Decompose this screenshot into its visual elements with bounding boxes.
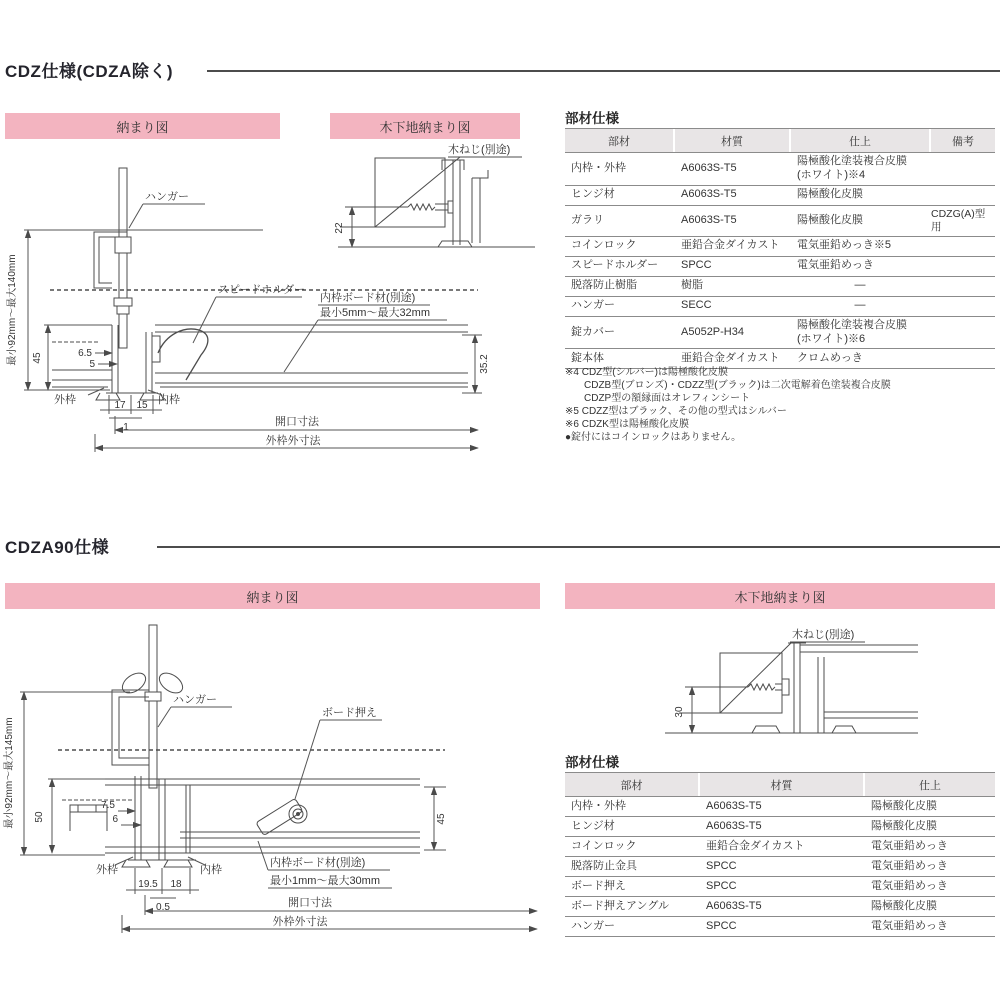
label-opening-dim: 開口寸法 bbox=[288, 897, 332, 909]
table-row bbox=[565, 206, 995, 237]
table-cell: 内枠・外枠 bbox=[571, 799, 626, 812]
dim-15: 15 bbox=[136, 400, 148, 411]
label-speed-holder: スピードホルダー bbox=[218, 284, 306, 296]
note-line: ※5 CDZZ型はブラック、その他の型式はシルバー bbox=[565, 406, 787, 417]
table-cell: ― bbox=[854, 299, 866, 312]
table-row bbox=[565, 237, 995, 257]
table-cell: 陽極酸化塗装複合皮膜 (ホワイト)※4 bbox=[797, 155, 907, 181]
column-header: 備考 bbox=[931, 129, 995, 152]
table-cell: ガラリ bbox=[571, 213, 604, 226]
column-header: 部材 bbox=[565, 129, 675, 152]
band-label: 木下地納まり図 bbox=[734, 589, 826, 605]
table-cell bbox=[931, 277, 995, 296]
table-cell bbox=[931, 317, 995, 349]
note-line: ●錠付にはコインロックはありません。 bbox=[565, 432, 742, 443]
table-cell: 陽極酸化塗装複合皮膜 (ホワイト)※6 bbox=[797, 318, 907, 345]
table-row bbox=[565, 797, 995, 817]
table-cell: ハンガー bbox=[571, 919, 615, 932]
table-cell: A6063S-T5 bbox=[706, 819, 762, 832]
table-cell: ― bbox=[854, 279, 866, 292]
note-line: CDZP型の額縁面はオレフィンシート bbox=[584, 393, 751, 404]
label-inner-frame: 内枠 bbox=[200, 864, 222, 876]
label-outer-frame: 外枠 bbox=[96, 864, 118, 876]
table-cell: ハンガー bbox=[571, 299, 615, 312]
title-rule bbox=[207, 70, 1000, 72]
band-installation-drawing bbox=[5, 583, 540, 609]
dim-45: 45 bbox=[436, 813, 447, 825]
table-cell: 電気亜鉛めっき bbox=[871, 859, 948, 872]
table-row bbox=[565, 277, 995, 297]
band-wood-base-drawing bbox=[565, 583, 995, 609]
table-cell: 陽極酸化皮膜 bbox=[871, 899, 937, 912]
band-label: 納まり図 bbox=[246, 589, 299, 605]
table-cell: 内枠・外枠 bbox=[571, 161, 626, 174]
note-line: ※6 CDZK型は陽極酸化皮膜 bbox=[565, 419, 689, 430]
table-cell: 電気亜鉛めっき※5 bbox=[797, 239, 892, 252]
table-cell: 錠カバー bbox=[571, 325, 615, 338]
cdz-wood-base-drawing bbox=[330, 140, 545, 260]
column-header: 仕上 bbox=[791, 129, 931, 152]
cdza90-parts-table bbox=[565, 772, 995, 937]
dim-0-5: 0.5 bbox=[156, 902, 170, 913]
dim-5: 5 bbox=[89, 359, 95, 370]
label-outer-frame-dim: 外枠外寸法 bbox=[265, 435, 321, 447]
dim-50: 50 bbox=[34, 811, 45, 823]
table-row bbox=[565, 186, 995, 206]
band-label: 納まり図 bbox=[116, 119, 169, 135]
table-row bbox=[565, 257, 995, 277]
label-outer-frame: 外枠 bbox=[54, 394, 76, 406]
label-board-material: 内枠ボード材(別途) bbox=[320, 292, 416, 304]
table-row bbox=[565, 897, 995, 917]
table-row bbox=[565, 857, 995, 877]
label-board-holder: ボード押え bbox=[322, 707, 377, 719]
band-wood-base-drawing bbox=[330, 113, 520, 139]
table-cell: 陽極酸化皮膜 bbox=[871, 819, 937, 832]
table-cell: ヒンジ材 bbox=[571, 188, 615, 201]
table-cell bbox=[931, 186, 995, 205]
table-cell: 亜鉛合金ダイカスト bbox=[706, 839, 805, 852]
table-cell bbox=[931, 237, 995, 256]
dim-6-5: 6.5 bbox=[78, 348, 92, 359]
table-cell: 樹脂 bbox=[681, 279, 703, 292]
title-rule bbox=[157, 546, 1000, 548]
column-header: 材質 bbox=[700, 773, 865, 796]
table-cell: A6063S-T5 bbox=[706, 899, 762, 912]
table-cell: A6063S-T5 bbox=[681, 213, 737, 226]
label-opening-dim: 開口寸法 bbox=[275, 416, 319, 428]
dim-17: 17 bbox=[114, 400, 126, 411]
table-header-row bbox=[565, 128, 995, 153]
table-row bbox=[565, 837, 995, 857]
label-hanger: ハンガー bbox=[173, 694, 217, 706]
label-board-range: 最小1mm〜最大30mm bbox=[270, 875, 381, 887]
table-row bbox=[565, 877, 995, 897]
dim-height-range: 最小92mm〜最大145mm bbox=[4, 717, 15, 829]
table-cell: SECC bbox=[681, 299, 712, 312]
table-cell: 錠本体 bbox=[571, 351, 604, 364]
table-cell: ボード押え bbox=[571, 879, 626, 892]
label-board-material: 内枠ボード材(別途) bbox=[270, 857, 366, 869]
dim-19-5: 19.5 bbox=[138, 879, 158, 890]
table-cell: 電気亜鉛めっき bbox=[871, 919, 948, 932]
table-cell: SPCC bbox=[706, 919, 737, 932]
table-cell: ボード押えアングル bbox=[571, 899, 670, 912]
table-cell: コインロック bbox=[571, 839, 637, 852]
cdz-notes bbox=[565, 366, 1000, 444]
table-cell: 脱落防止樹脂 bbox=[571, 279, 637, 292]
label-board-range: 最小5mm〜最大32mm bbox=[320, 307, 431, 319]
table-cell: CDZG(A)型用 bbox=[931, 207, 986, 233]
table-cell: ヒンジ材 bbox=[571, 819, 615, 832]
table-row bbox=[565, 297, 995, 317]
cdza90-installation-drawing bbox=[0, 613, 555, 963]
table-cell: スピードホルダー bbox=[571, 259, 659, 272]
table-cell: A5052P-H34 bbox=[681, 325, 744, 338]
cdza90-wood-base-drawing bbox=[600, 615, 1000, 755]
dim-30: 30 bbox=[674, 706, 685, 718]
table-cell: SPCC bbox=[681, 259, 712, 272]
table-cell: A6063S-T5 bbox=[681, 188, 737, 201]
table-row bbox=[565, 153, 995, 186]
dim-height-range: 最小92mm〜最大140mm bbox=[7, 254, 18, 366]
section-title-cdz: CDZ仕様(CDZA除く) bbox=[5, 62, 173, 81]
band-installation-drawing bbox=[5, 113, 280, 139]
table-header-row bbox=[565, 772, 995, 797]
label-wood-screw: 木ねじ(別途) bbox=[448, 144, 511, 156]
label-outer-frame-dim: 外枠外寸法 bbox=[272, 916, 328, 928]
table-cell: A6063S-T5 bbox=[706, 799, 762, 812]
table-cell bbox=[931, 297, 995, 316]
label-hanger: ハンガー bbox=[145, 191, 189, 203]
note-line: ※4 CDZ型(シルバー)は陽極酸化皮膜 bbox=[565, 367, 728, 378]
dim-35-2: 35.2 bbox=[479, 354, 490, 374]
band-label: 木下地納まり図 bbox=[379, 119, 471, 135]
column-header: 材質 bbox=[675, 129, 791, 152]
table-cell bbox=[931, 257, 995, 276]
dim-18: 18 bbox=[170, 879, 182, 890]
table-cell bbox=[931, 153, 995, 185]
label-wood-screw: 木ねじ(別途) bbox=[792, 629, 855, 641]
table-cell: 亜鉛合金ダイカスト bbox=[681, 239, 780, 252]
parts-table-title: 部材仕様 bbox=[565, 111, 619, 126]
table-cell: 脱落防止金具 bbox=[571, 859, 637, 872]
dim-45: 45 bbox=[32, 352, 43, 364]
table-cell: 亜鉛合金ダイカスト bbox=[681, 351, 780, 364]
table-cell: 陽極酸化皮膜 bbox=[797, 213, 863, 226]
table-cell: 電気亜鉛めっき bbox=[871, 839, 948, 852]
table-cell: A6063S-T5 bbox=[681, 161, 737, 174]
drawing-lines bbox=[58, 625, 445, 867]
parts-table-title: 部材仕様 bbox=[565, 755, 619, 770]
table-cell: SPCC bbox=[706, 859, 737, 872]
table-row bbox=[565, 917, 995, 937]
column-header: 仕上 bbox=[865, 773, 995, 796]
section-title-cdza90: CDZA90仕様 bbox=[5, 538, 110, 557]
table-row bbox=[565, 817, 995, 837]
table-cell: コインロック bbox=[571, 239, 637, 252]
drawing-lines bbox=[665, 642, 918, 733]
table-cell: 電気亜鉛めっき bbox=[871, 879, 948, 892]
table-cell: SPCC bbox=[706, 879, 737, 892]
table-cell: 陽極酸化皮膜 bbox=[797, 188, 863, 201]
note-line: CDZB型(ブロンズ)・CDZZ型(ブラック)は二次電解着色塗装複合皮膜 bbox=[584, 380, 891, 391]
dim-7-5: 7.5 bbox=[101, 800, 115, 811]
cdz-parts-table bbox=[565, 128, 995, 369]
dim-6: 6 bbox=[112, 814, 118, 825]
dim-1: 1 bbox=[123, 422, 129, 433]
table-cell: クロムめっき bbox=[797, 351, 863, 364]
table-cell: 陽極酸化皮膜 bbox=[871, 799, 937, 812]
dim-22: 22 bbox=[334, 222, 345, 234]
drawing-lines bbox=[338, 157, 535, 247]
table-cell: 電気亜鉛めっき bbox=[797, 259, 874, 272]
label-inner-frame: 内枠 bbox=[158, 394, 180, 406]
table-row bbox=[565, 317, 995, 350]
column-header: 部材 bbox=[565, 773, 700, 796]
